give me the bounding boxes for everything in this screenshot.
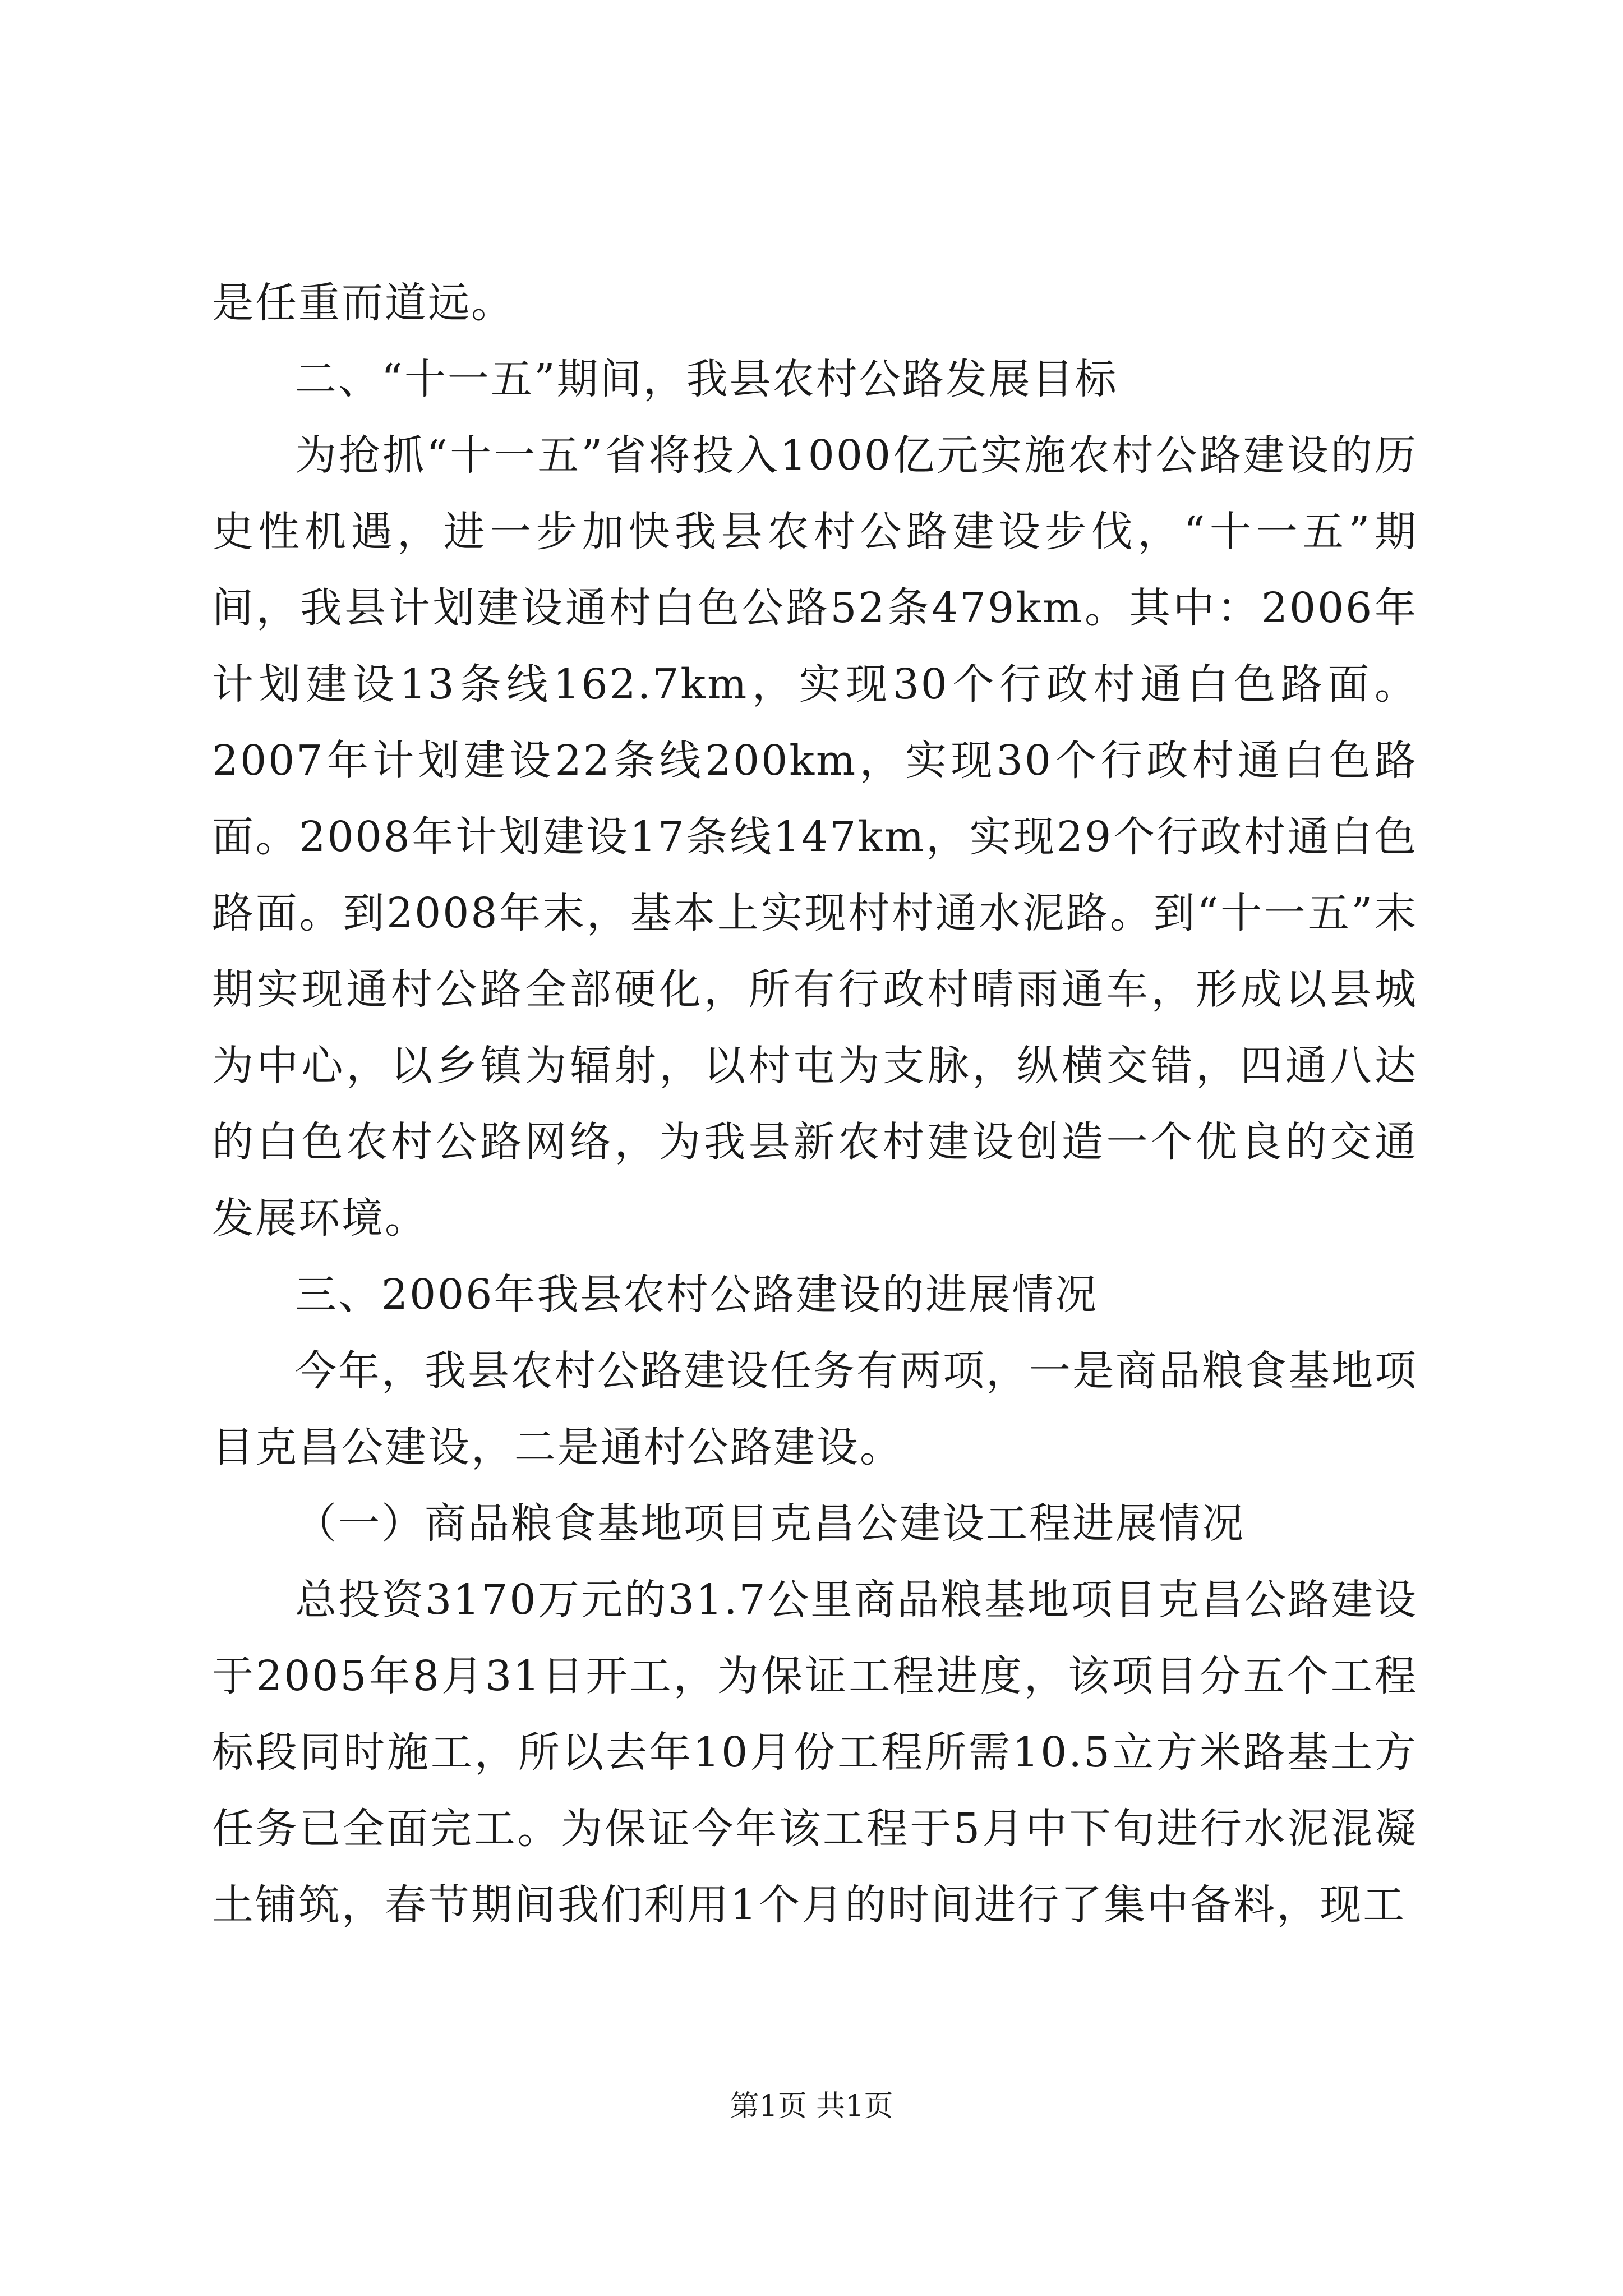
subsection-heading-grain-base: （一）商品粮食基地项目克昌公建设工程进展情况	[295, 1499, 1245, 1548]
section-heading-progress: 三、2006年我县农村公路建设的进展情况	[295, 1271, 1099, 1319]
paragraph-grain-base: 总投资3170万元的31.7公里商品粮基地项目克昌公路建设于2005年8月31日开工，为保证工程进度，该项目分五个工程标段同时施工，所以去年10月份工程所需10.5立方米路基土方任务已全面完工。为保证今年该工程于5月中下旬进行水泥混凝土铺筑，春节期间我们利用1个月的时间进行了集中备料，现工	[212, 1576, 1418, 1929]
section-heading-goals: 二、“十一五”期间，我县农村公路发展目标	[295, 355, 1118, 403]
document-body	[212, 265, 1418, 1943]
paragraph-tasks: 今年，我县农村公路建设任务有两项，一是商品粮食基地项目克昌公建设，二是通村公路建设。	[212, 1347, 1418, 1471]
page-footer: 第1页 共1页	[730, 2090, 893, 2123]
continuation-paragraph: 是任重而道远。	[212, 279, 514, 327]
paragraph-goals: 为抢抓“十一五”省将投入1000亿元实施农村公路建设的历史性机遇，进一步加快我县农村公路建设步伐，“十一五”期间，我县计划建设通村白色公路52条479km。其中：2006年计划建设13条线162.7km，实现30个行政村通白色路面。2007年计划建设22条线200km，实现30个行政村通白色路面。2008年计划建设17条线147km，实现29个行政村通白色路面。到2008年末，基本上实现村村通水泥路。到“十一五”末期实现通村公路全部硬化，所有行政村晴雨通车，形成以县城为中心，以乡镇为辐射，以村屯为支脉，纵横交错，四通八达的白色农村公路网络，为我县新农村建设创造一个优良的交通发展环境。	[212, 431, 1418, 1243]
